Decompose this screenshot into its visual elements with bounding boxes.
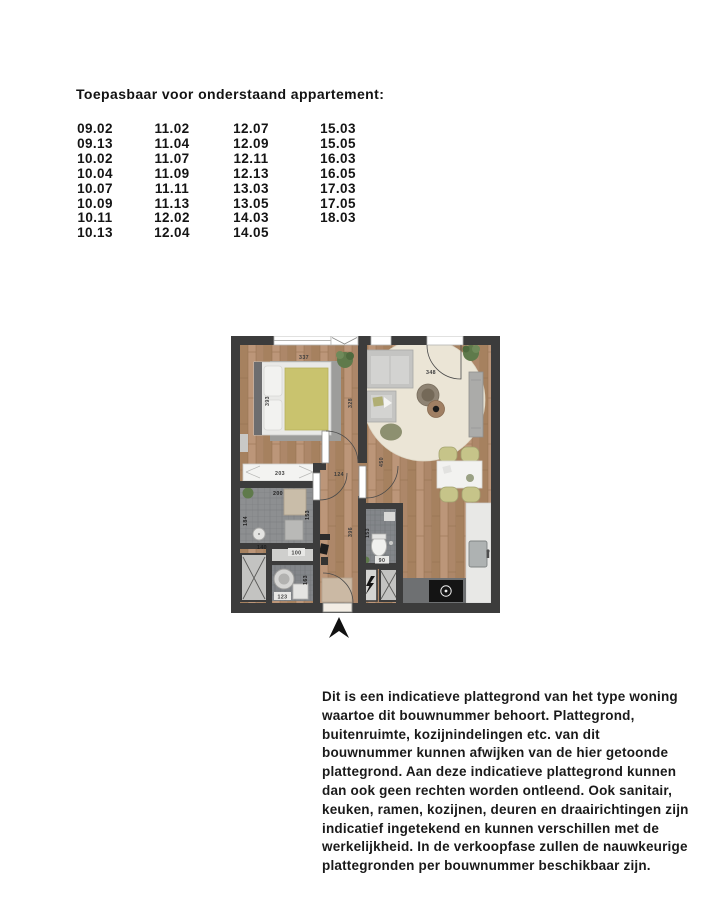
- dining-table: [437, 461, 482, 488]
- apartment-number: 09.02: [77, 121, 113, 136]
- apartment-number: 10.07: [77, 180, 113, 196]
- dimension-label: 328: [348, 397, 354, 409]
- dimension-label: 450: [379, 456, 385, 468]
- plant-icon: [336, 351, 344, 359]
- apartment-number: 14.03: [233, 210, 269, 226]
- front-door: [323, 603, 352, 612]
- dimension-label: 90: [378, 558, 386, 564]
- faucet-icon: [487, 552, 490, 558]
- dimension-label: 184: [243, 515, 249, 527]
- dimension-label: 337: [298, 355, 310, 361]
- laundry-unit: [293, 584, 308, 599]
- disclaimer-text: Dit is een indicatieve plattegrond van het type woning waartoe dit bouwnummer behoort. Plattegrond, buitenruimte, kozijnindelingen etc. van dit bouwnummer kunnen afwijken van de hier getoonde plattegrond. Aan deze indicatieve plattegrond kunnen dan ook geen rechten worden ontleend. Ook sanitair, keuken, ramen, kozijnen, deuren en draairichtingen zijn indicatief ingetekend en kunnen verschillen met de werkelijkheid. In de verkoopfase zullen de nauwkeurige plattegronden per bouwnummer beschikbaar zijn.: [322, 689, 689, 874]
- plant-icon: [346, 352, 354, 360]
- apartment-number: 10.09: [77, 195, 113, 211]
- apartment-number: 13.05: [233, 195, 269, 211]
- plant-icon: [463, 346, 470, 353]
- bathroom-door: [313, 473, 320, 500]
- dimension-label: 396: [348, 526, 354, 538]
- washing-machine-drum: [279, 574, 290, 585]
- dimension-label: 124: [333, 472, 345, 478]
- apartment-number: 12.04: [154, 225, 190, 241]
- toilet-shelf: [384, 512, 395, 521]
- apartment-number: 12.11: [233, 150, 269, 166]
- burner-icon: [445, 590, 448, 593]
- bathroom-cabinet: [284, 489, 306, 515]
- plant-icon: [243, 488, 254, 499]
- apartment-number: 09.13: [77, 135, 113, 151]
- dining-chair: [462, 487, 480, 502]
- dimension-label: 100: [291, 550, 302, 557]
- table-plant: [466, 474, 474, 482]
- wall: [231, 336, 240, 613]
- dimension-label: 123: [277, 594, 288, 601]
- window: [371, 336, 391, 345]
- apartment-number: 16.03: [320, 150, 356, 166]
- plant-icon: [472, 345, 480, 353]
- apartment-number: 11.13: [154, 195, 190, 211]
- toilet-cistern: [372, 534, 386, 539]
- page-title: Toepasbaar voor onderstaand appartement:: [76, 86, 385, 102]
- balcony-door-opening: [427, 336, 463, 345]
- wall: [396, 503, 403, 603]
- dimension-label: 348: [425, 370, 437, 376]
- apartment-number: 17.03: [320, 180, 356, 196]
- coat-rack-icon: [321, 557, 328, 565]
- apartment-number: 14.05: [233, 225, 269, 241]
- apartment-number: 15.05: [320, 135, 356, 151]
- wall: [231, 603, 500, 613]
- dining-chair: [461, 447, 479, 462]
- doormat: [322, 578, 352, 602]
- bed-blanket: [285, 368, 328, 430]
- apartment-number: 16.05: [320, 165, 356, 181]
- dimension-label: 153: [305, 509, 311, 521]
- wall: [272, 561, 313, 565]
- apartment-number: [291, 226, 385, 241]
- apartment-number: 12.02: [154, 210, 190, 226]
- wall: [240, 481, 320, 488]
- apartment-number: 18.03: [320, 210, 356, 226]
- ottoman: [380, 424, 402, 441]
- wall: [358, 496, 366, 603]
- apartment-number: 15.03: [320, 121, 356, 136]
- dimension-label: 140: [256, 545, 268, 551]
- bed-pillow: [264, 366, 282, 396]
- apartment-number: 12.13: [233, 165, 269, 181]
- apartment-number: 12.07: [233, 121, 269, 136]
- apartment-number: 13.03: [233, 180, 269, 196]
- apartment-number: 17.05: [320, 195, 356, 211]
- apartment-number: 11.11: [154, 180, 190, 196]
- apartment-number: 11.04: [154, 135, 190, 151]
- washbasin-drain: [258, 533, 260, 535]
- apartment-number: 11.02: [154, 121, 190, 136]
- coat-rack-icon: [320, 534, 330, 540]
- wall: [266, 549, 272, 603]
- coffee-table-top: [422, 389, 435, 402]
- dining-chair: [440, 487, 458, 502]
- dimension-label: 200: [272, 491, 284, 497]
- meter-cupboard: [362, 569, 398, 601]
- dimension-label: 203: [274, 471, 286, 477]
- apartment-number: 10.04: [77, 165, 113, 181]
- side-table-bowl: [433, 406, 439, 412]
- kitchen-sink: [469, 541, 487, 567]
- apartment-number: 11.09: [154, 165, 190, 181]
- wall: [358, 345, 367, 463]
- apartment-number: 12.09: [233, 135, 269, 151]
- dimension-label: 163: [303, 574, 309, 586]
- sideboard: [469, 372, 483, 437]
- dimension-label: 153: [365, 527, 371, 539]
- apartment-number: 10.02: [77, 150, 113, 166]
- dimension-label: 393: [265, 395, 271, 407]
- armchair-pillow: [372, 396, 383, 406]
- apartment-number: 10.11: [77, 210, 113, 226]
- toilet-flush: [389, 541, 393, 545]
- wall: [491, 336, 500, 613]
- north-arrow-icon: [327, 616, 351, 640]
- room-living: [363, 339, 485, 461]
- apartment-number: 10.13: [77, 225, 113, 241]
- radiator: [240, 434, 248, 452]
- apartment-number: 11.07: [154, 150, 190, 166]
- bathroom-unit: [285, 520, 303, 540]
- living-door: [359, 466, 366, 498]
- bed-headboard: [254, 362, 262, 435]
- apartment-number-grid: [57, 122, 385, 241]
- dining-chair: [439, 447, 457, 462]
- bedroom-door: [322, 431, 329, 463]
- floor-plan: [231, 336, 501, 614]
